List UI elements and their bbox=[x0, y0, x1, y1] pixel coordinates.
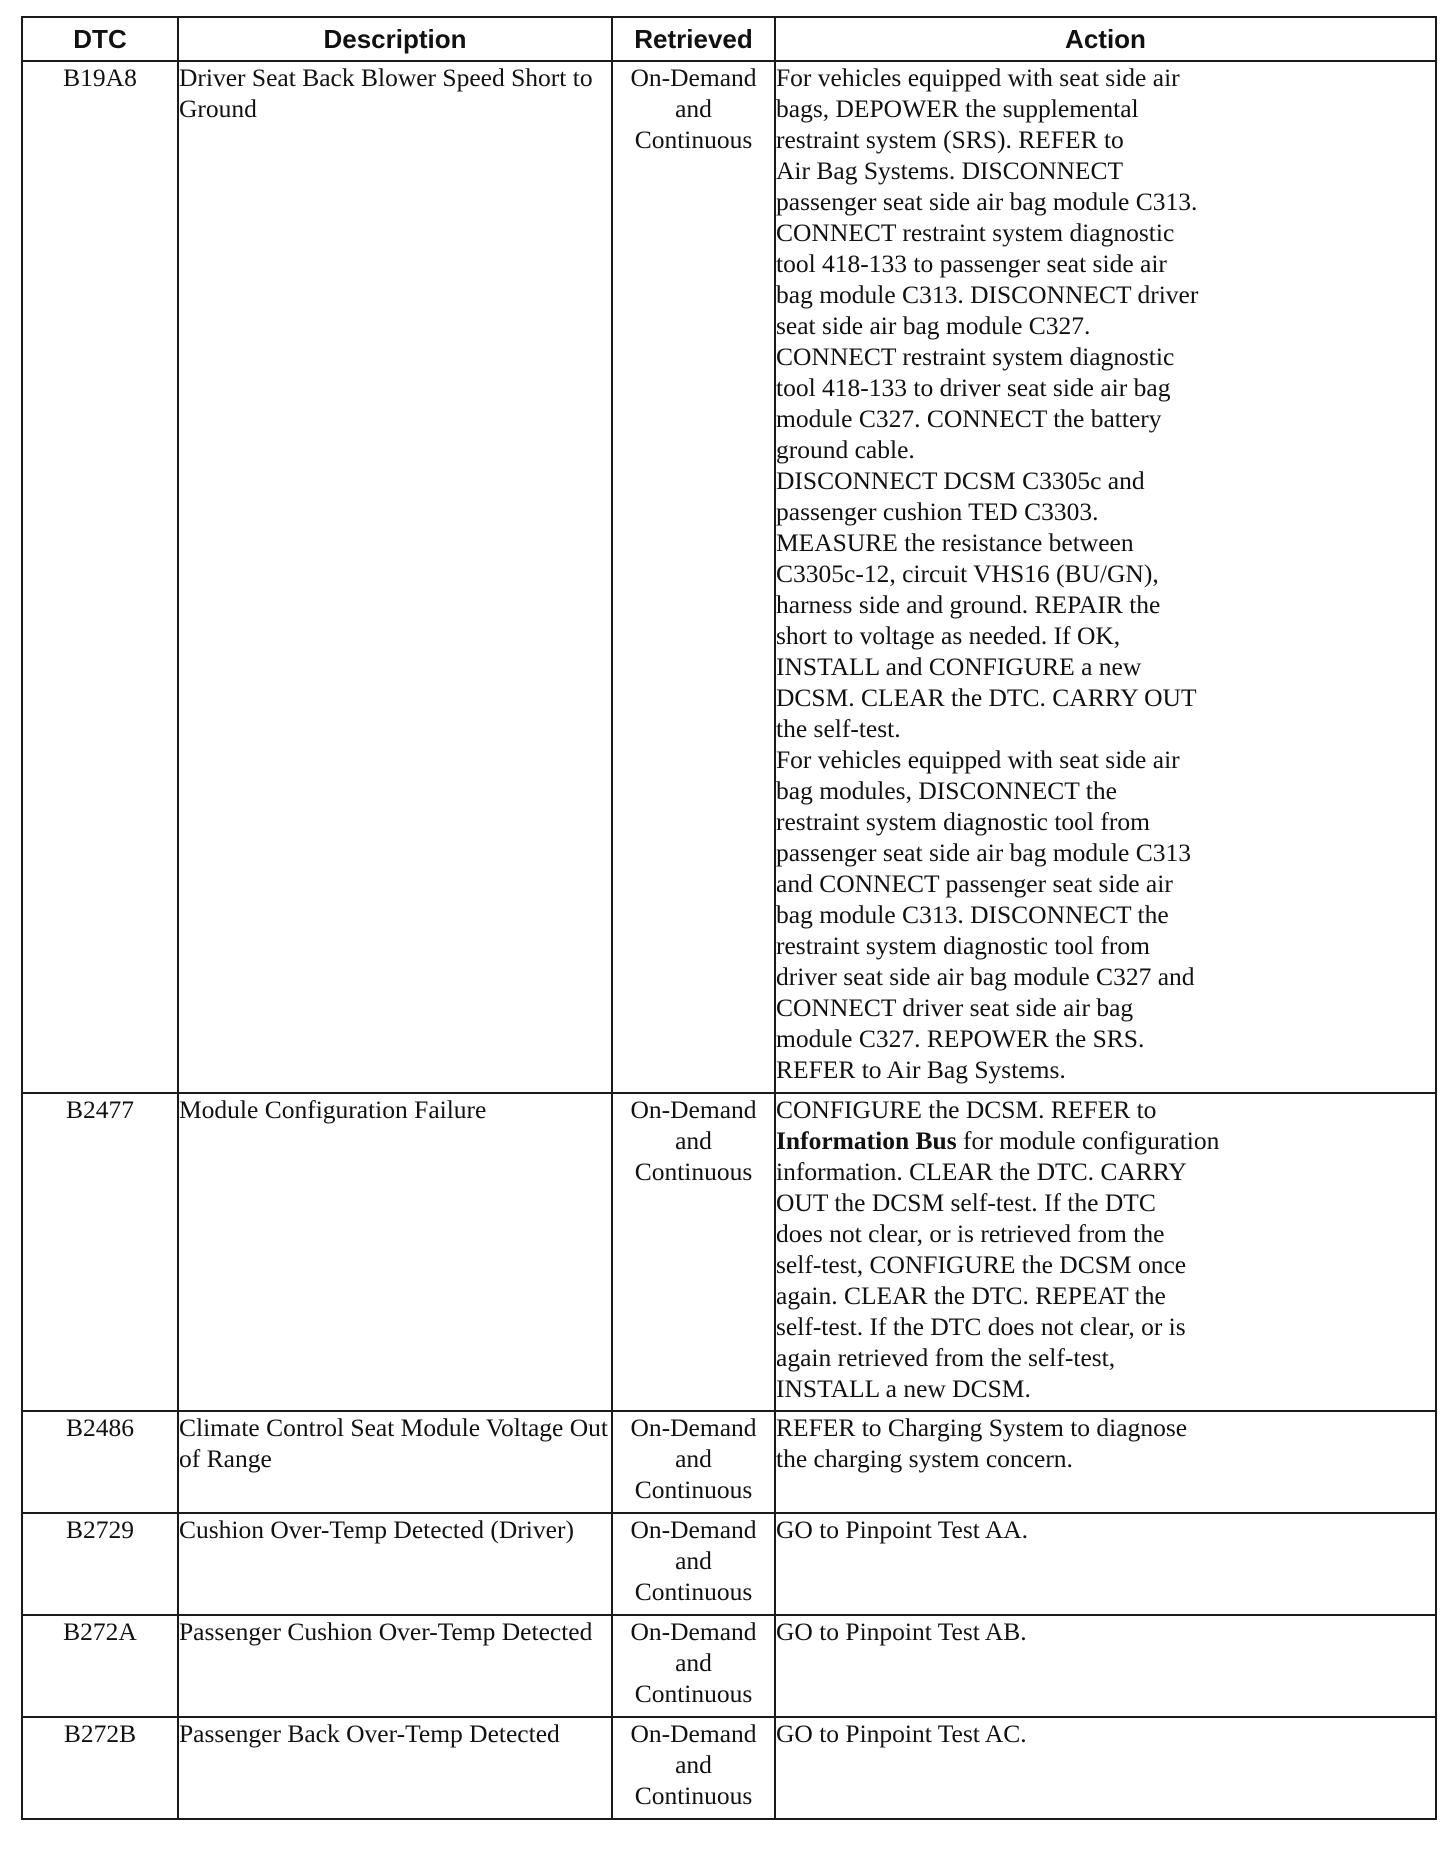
header-retrieved: Retrieved bbox=[612, 17, 775, 61]
retrieved-cell bbox=[612, 61, 775, 1093]
action-line: MEASURE the resistance between bbox=[776, 528, 1134, 557]
retrieved-cell bbox=[612, 1717, 775, 1819]
action-line: tool 418-133 to passenger seat side air bbox=[776, 249, 1167, 278]
header-description: Description bbox=[178, 17, 612, 61]
action-line: Air Bag Systems. DISCONNECT bbox=[776, 156, 1124, 185]
action-cell bbox=[775, 1411, 1436, 1513]
retrieved-line: On-Demand bbox=[630, 1095, 757, 1124]
action-cell bbox=[775, 1717, 1436, 1819]
retrieved-line: and bbox=[675, 94, 712, 123]
action-line: GO to Pinpoint Test AA. bbox=[776, 1515, 1029, 1544]
action-line: does not clear, or is retrieved from the bbox=[776, 1219, 1165, 1248]
action-line: self-test. If the DTC does not clear, or is bbox=[776, 1312, 1186, 1341]
dtc-code: B2477 bbox=[22, 1093, 178, 1411]
header-dtc: DTC bbox=[22, 17, 178, 61]
action-line: passenger seat side air bag module C313 bbox=[776, 838, 1191, 867]
retrieved-cell bbox=[612, 1093, 775, 1411]
action-line: the charging system concern. bbox=[776, 1444, 1073, 1473]
action-line: the self-test. bbox=[776, 714, 901, 743]
table-row bbox=[22, 1615, 1436, 1717]
action-line: passenger seat side air bag module C313. bbox=[776, 187, 1198, 216]
action-line: self-test, CONFIGURE the DCSM once bbox=[776, 1250, 1187, 1279]
dtc-code: B272A bbox=[22, 1615, 178, 1717]
retrieved-line: and bbox=[675, 1648, 712, 1677]
dtc-table bbox=[21, 16, 1437, 1820]
retrieved-cell bbox=[612, 1513, 775, 1615]
action-line: harness side and ground. REPAIR the bbox=[776, 590, 1161, 619]
action-line: and CONNECT passenger seat side air bbox=[776, 869, 1173, 898]
dtc-description: Passenger Back Over-Temp Detected bbox=[178, 1717, 612, 1819]
action-line: bag module C313. DISCONNECT the bbox=[776, 900, 1169, 929]
action-line: For vehicles equipped with seat side air bbox=[776, 63, 1180, 92]
dtc-description: Module Configuration Failure bbox=[178, 1093, 612, 1411]
action-line: again. CLEAR the DTC. REPEAT the bbox=[776, 1281, 1166, 1310]
table-row bbox=[22, 61, 1436, 1093]
retrieved-line: On-Demand bbox=[630, 63, 757, 92]
dtc-description: Climate Control Seat Module Voltage Out of Range bbox=[178, 1411, 612, 1513]
retrieved-line: and bbox=[675, 1126, 712, 1155]
table-row bbox=[22, 1093, 1436, 1411]
action-line: short to voltage as needed. If OK, bbox=[776, 621, 1121, 650]
action-line: again retrieved from the self-test, bbox=[776, 1343, 1116, 1372]
action-line: passenger cushion TED C3303. bbox=[776, 497, 1099, 526]
action-cell bbox=[775, 61, 1436, 1093]
action-line: information. CLEAR the DTC. CARRY bbox=[776, 1157, 1187, 1186]
retrieved-line: Continuous bbox=[634, 1475, 753, 1504]
retrieved-line: Continuous bbox=[634, 1577, 753, 1606]
action-line: For vehicles equipped with seat side air bbox=[776, 745, 1180, 774]
action-line: GO to Pinpoint Test AB. bbox=[776, 1617, 1027, 1646]
retrieved-line: and bbox=[675, 1750, 712, 1779]
action-line: bags, DEPOWER the supplemental bbox=[776, 94, 1139, 123]
retrieved-line: Continuous bbox=[634, 1157, 753, 1186]
retrieved-line: On-Demand bbox=[630, 1515, 757, 1544]
table-row bbox=[22, 1411, 1436, 1513]
action-line: restraint system (SRS). REFER to bbox=[776, 125, 1124, 154]
dtc-description: Cushion Over-Temp Detected (Driver) bbox=[178, 1513, 612, 1615]
action-line: CONNECT restraint system diagnostic bbox=[776, 218, 1175, 247]
action-line: restraint system diagnostic tool from bbox=[776, 931, 1150, 960]
action-line: DISCONNECT DCSM C3305c and bbox=[776, 466, 1145, 495]
retrieved-line: On-Demand bbox=[630, 1617, 757, 1646]
retrieved-line: On-Demand bbox=[630, 1719, 757, 1748]
action-cell bbox=[775, 1615, 1436, 1717]
action-line: DCSM. CLEAR the DTC. CARRY OUT bbox=[776, 683, 1197, 712]
action-line: REFER to Air Bag Systems. bbox=[776, 1055, 1066, 1084]
action-line: INSTALL a new DCSM. bbox=[776, 1374, 1031, 1403]
action-text: for module configuration bbox=[956, 1126, 1220, 1155]
header-row bbox=[22, 17, 1436, 61]
retrieved-cell bbox=[612, 1615, 775, 1717]
action-cell bbox=[775, 1093, 1436, 1411]
action-line: ground cable. bbox=[776, 435, 915, 464]
dtc-code: B272B bbox=[22, 1717, 178, 1819]
action-line: bag modules, DISCONNECT the bbox=[776, 776, 1117, 805]
action-line: INSTALL and CONFIGURE a new bbox=[776, 652, 1142, 681]
retrieved-cell bbox=[612, 1411, 775, 1513]
action-line: seat side air bag module C327. bbox=[776, 311, 1091, 340]
table-row bbox=[22, 1513, 1436, 1615]
retrieved-line: and bbox=[675, 1546, 712, 1575]
action-line: C3305c-12, circuit VHS16 (BU/GN), bbox=[776, 559, 1159, 588]
action-cell bbox=[775, 1513, 1436, 1615]
dtc-code: B2486 bbox=[22, 1411, 178, 1513]
retrieved-line: On-Demand bbox=[630, 1413, 757, 1442]
action-line: CONNECT restraint system diagnostic bbox=[776, 342, 1175, 371]
dtc-code: B2729 bbox=[22, 1513, 178, 1615]
action-line: module C327. REPOWER the SRS. bbox=[776, 1024, 1145, 1053]
dtc-code: B19A8 bbox=[22, 61, 178, 1093]
action-line: CONNECT driver seat side air bag bbox=[776, 993, 1134, 1022]
action-line: driver seat side air bag module C327 and bbox=[776, 962, 1195, 991]
header-action: Action bbox=[775, 17, 1436, 61]
action-bold-reference: Information Bus bbox=[776, 1126, 957, 1155]
retrieved-line: and bbox=[675, 1444, 712, 1473]
action-line: tool 418-133 to driver seat side air bag bbox=[776, 373, 1171, 402]
action-line: OUT the DCSM self-test. If the DTC bbox=[776, 1188, 1156, 1217]
action-line: module C327. CONNECT the battery bbox=[776, 404, 1162, 433]
action-text: CONFIGURE the DCSM. REFER to bbox=[776, 1095, 1157, 1124]
action-line: REFER to Charging System to diagnose bbox=[776, 1413, 1188, 1442]
dtc-description: Driver Seat Back Blower Speed Short to Ground bbox=[178, 61, 612, 1093]
action-line: restraint system diagnostic tool from bbox=[776, 807, 1150, 836]
dtc-description: Passenger Cushion Over-Temp Detected bbox=[178, 1615, 612, 1717]
action-line: GO to Pinpoint Test AC. bbox=[776, 1719, 1027, 1748]
action-line bbox=[776, 1094, 1435, 1156]
retrieved-line: Continuous bbox=[634, 1679, 753, 1708]
retrieved-line: Continuous bbox=[634, 125, 753, 154]
retrieved-line: Continuous bbox=[634, 1781, 753, 1810]
action-line: bag module C313. DISCONNECT driver bbox=[776, 280, 1199, 309]
table-row bbox=[22, 1717, 1436, 1819]
